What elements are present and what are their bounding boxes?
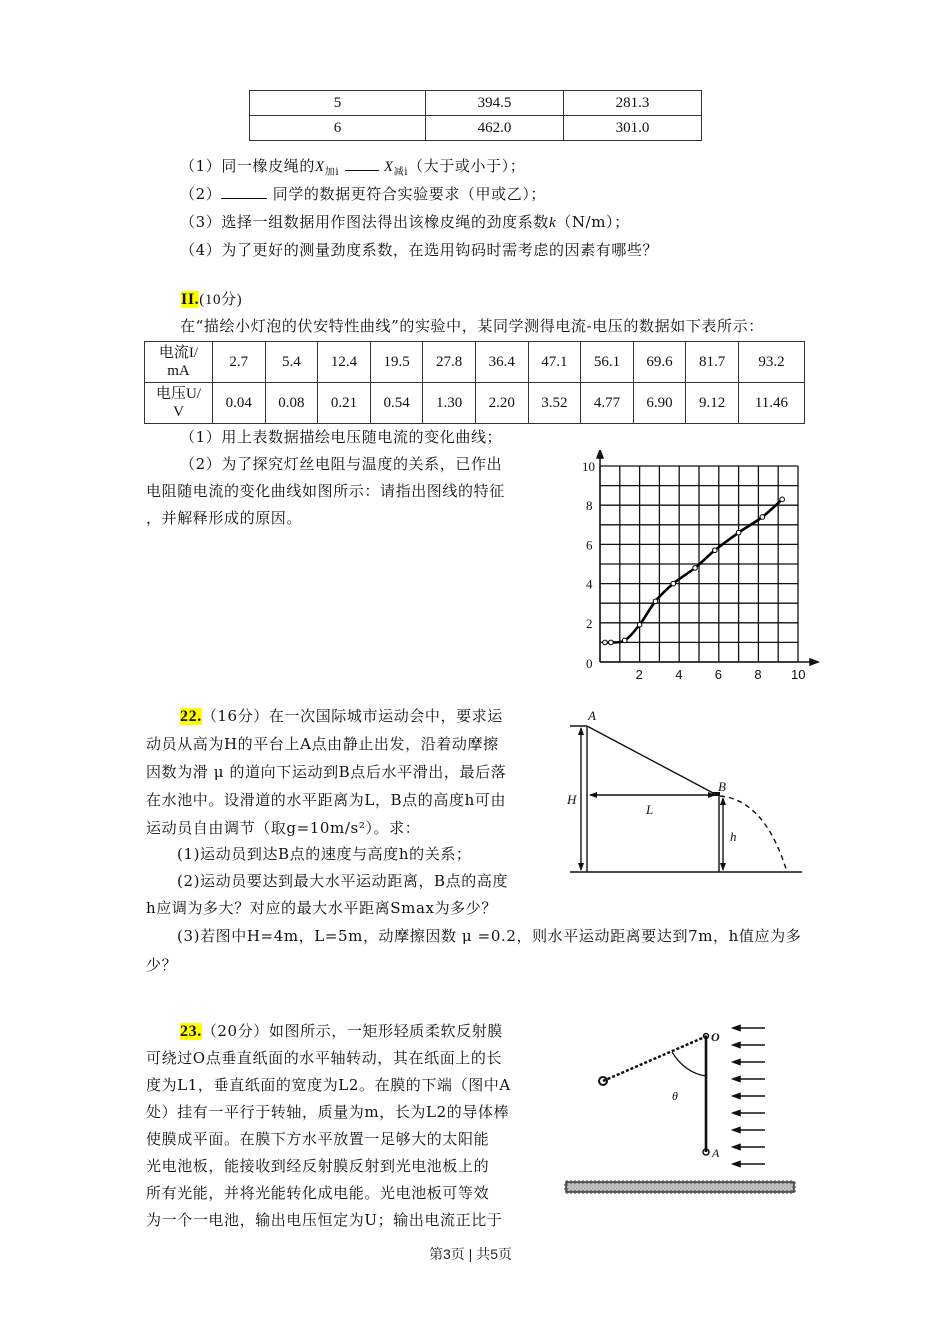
svg-text:8: 8 (754, 667, 762, 682)
problem-23-line8: 为一个一电池，输出电压恒定为U；输出电流正比于 (146, 1211, 503, 1229)
label-l: L (646, 802, 654, 817)
problem-score: （16分） (201, 707, 269, 725)
problem-22-line4: 在水池中。设滑道的水平距离为L，B点的高度h可由 (146, 791, 507, 809)
reflective-film-diagram (560, 1020, 810, 1200)
problem-23-line7: 所有光能，并将光能转化成电能。光电池板可等效 (146, 1184, 490, 1202)
table-cell: 4.77 (581, 383, 634, 424)
row-header-current: 电流I/ mA (145, 342, 213, 383)
problem-23-line4: 处）挂有一平行于转轴，质量为m，长为L2的导体棒 (146, 1103, 510, 1121)
problem-22-q2-line1: (2)运动员要达到最大水平运动距离，B点的高度 (177, 872, 509, 890)
table-row (250, 116, 702, 141)
label-h-big: H (567, 792, 577, 807)
problem-text: 在一次国际城市运动会中，要求运 (268, 707, 503, 725)
data-curve (605, 499, 782, 642)
svg-text:8: 8 (586, 498, 593, 514)
var-sub: 加i (324, 167, 340, 178)
q-text: 同一橡皮绳的 (221, 157, 315, 175)
data-point (780, 497, 785, 502)
data-point (713, 548, 718, 553)
problem-22-line5: 运动员自由调节（取g=10m/s²）。求： (146, 819, 421, 837)
table-cell: 0.54 (370, 383, 423, 424)
section-ii-heading (181, 289, 242, 310)
var-sub: 减i (393, 167, 409, 178)
data-point (603, 640, 608, 645)
question-3 (180, 212, 630, 233)
section-label: II. (181, 291, 200, 308)
problem-22-line2: 动员从高为H的平台上A点由静止出发，沿着动摩擦 (146, 735, 499, 753)
data-point (736, 530, 741, 535)
x-tick-labels (636, 667, 806, 682)
label-a: A (712, 1146, 720, 1160)
spring-data-table (249, 90, 702, 141)
data-point (637, 622, 642, 627)
problem-22-line1 (180, 706, 503, 727)
answer-blank[interactable] (345, 156, 379, 171)
label-o: O (711, 1030, 720, 1044)
iv-data-table (144, 341, 805, 424)
data-point (622, 638, 627, 643)
label-b: B (718, 779, 726, 794)
var-x: X (314, 159, 325, 175)
q-text: 同学的数据更符合实验要求（甲或乙）； (272, 185, 547, 203)
section-ii-q1: （1）用上表数据描绘电压随电流的变化曲线； (180, 428, 503, 446)
q-text: （N/m）； (556, 213, 630, 231)
table-cell: 6.90 (633, 383, 686, 424)
table-cell: 47.1 (528, 342, 581, 383)
label-h-small: h (730, 829, 737, 844)
table-cell: 2.20 (475, 383, 528, 424)
table-cell: 36.4 (475, 342, 528, 383)
q-num: （1） (180, 157, 222, 175)
data-point (693, 566, 698, 571)
slide-track (587, 726, 715, 794)
question-1 (180, 156, 525, 183)
table-cell: 5.4 (265, 342, 318, 383)
q-text: （大于或小于）； (408, 157, 526, 175)
table-cell: 0.21 (318, 383, 371, 424)
table-cell: 69.6 (633, 342, 686, 383)
section-ii-q2-line3: ，并解释形成的原因。 (146, 509, 303, 527)
problem-text: 如图所示，一矩形轻质柔软反射膜 (268, 1022, 503, 1040)
resistance-current-chart (570, 450, 820, 690)
table-cell: 6 (250, 116, 426, 141)
section-ii-intro: 在“描绘小灯泡的伏安特性曲线”的实验中，某同学测得电流-电压的数据如下表所示： (180, 317, 764, 335)
table-cell: 281.3 (564, 91, 702, 116)
svg-text:6: 6 (586, 537, 593, 553)
table-cell: 0.04 (213, 383, 266, 424)
table-cell: 27.8 (423, 342, 476, 383)
data-point (671, 581, 676, 586)
section-ii-q2-line1: （2）为了探究灯丝电阻与温度的关系，已作出 (180, 455, 503, 473)
svg-text:4: 4 (675, 667, 683, 682)
question-2 (180, 184, 546, 204)
table-row-voltage (145, 383, 805, 424)
problem-22-q3-line1: (3)若图中H=4m，L=5m，动摩擦因数 μ =0.2，则水平运动距离要达到7m，h值应为多 (177, 927, 802, 945)
problem-23-line2: 可绕过O点垂直纸面的水平轴转动，其在纸面上的长 (146, 1049, 503, 1067)
data-point (609, 640, 614, 645)
slide-diagram (560, 700, 810, 880)
table-cell: 462.0 (426, 116, 564, 141)
svg-text:4: 4 (586, 576, 593, 592)
var-x: X (383, 159, 394, 175)
table-cell: 301.0 (564, 116, 702, 141)
q-num: （3） (180, 213, 222, 231)
table-cell: 12.4 (318, 342, 371, 383)
table-cell: 5 (250, 91, 426, 116)
table-cell: 81.7 (686, 342, 739, 383)
q-text: 为了更好的测量劲度系数，在选用钩码时需考虑的因素有哪些？ (221, 241, 659, 259)
q-num: （2） (180, 185, 222, 203)
section-score: (10分) (199, 292, 243, 308)
y-tick-labels (582, 459, 595, 671)
var-k: k (548, 215, 557, 231)
question-4 (180, 240, 658, 260)
section-ii-q2-line2: 电阻随电流的变化曲线如图所示：请指出图线的特征 (146, 482, 505, 500)
table-cell: 3.52 (528, 383, 581, 424)
svg-text:0: 0 (586, 656, 593, 671)
problem-22-line3: 因数为滑 μ 的道向下运动到B点后水平滑出，最后落 (146, 763, 507, 781)
page-footer: 第3页 | 共5页 (429, 1246, 512, 1262)
problem-22-q2-line2: h应调为多大？对应的最大水平距离Smax为多少？ (146, 899, 497, 917)
svg-text:10: 10 (791, 667, 806, 682)
data-point (760, 515, 765, 520)
svg-text:2: 2 (635, 667, 643, 682)
table-cell: 1.30 (423, 383, 476, 424)
problem-23-line3: 度为L1，垂直纸面的宽度为L2。在膜的下端（图中A (146, 1076, 511, 1094)
table-cell: 19.5 (370, 342, 423, 383)
table-row (250, 91, 702, 116)
label-theta: θ (672, 1089, 678, 1103)
film-rotated-position (603, 1036, 707, 1081)
label-a: A (588, 708, 596, 723)
table-cell: 56.1 (581, 342, 634, 383)
table-cell: 2.7 (213, 342, 266, 383)
table-cell: 11.46 (738, 383, 804, 424)
theta-arc (672, 1052, 706, 1076)
q-text: 选择一组数据用作图法得出该橡皮绳的劲度系数 (221, 213, 549, 231)
incident-light-arrows (733, 1026, 765, 1167)
problem-22-q1: (1)运动员到达B点的速度与高度h的关系； (177, 845, 472, 863)
problem-number: 22. (180, 708, 202, 725)
svg-text:2: 2 (586, 615, 593, 631)
table-cell: 9.12 (686, 383, 739, 424)
problem-number: 23. (180, 1023, 202, 1040)
problem-23-line1 (180, 1021, 503, 1042)
row-header-voltage: 电压U/ V (145, 383, 213, 424)
problem-22-q3-line2: 少？ (146, 956, 178, 974)
problem-score: （20分） (201, 1022, 269, 1040)
table-cell: 394.5 (426, 91, 564, 116)
problem-23-line6: 光电池板，能接收到经反射膜反射到光电池板上的 (146, 1157, 490, 1175)
svg-text:10: 10 (582, 459, 595, 474)
table-cell: 93.2 (738, 342, 804, 383)
q-num: （4） (180, 241, 222, 259)
table-row-current (145, 342, 805, 383)
table-cell: 0.08 (265, 383, 318, 424)
svg-text:6: 6 (714, 667, 723, 682)
answer-blank[interactable] (221, 184, 267, 199)
problem-23-line5: 使膜成平面。在膜下方水平放置一足够大的太阳能 (146, 1130, 490, 1148)
data-point (653, 599, 658, 604)
